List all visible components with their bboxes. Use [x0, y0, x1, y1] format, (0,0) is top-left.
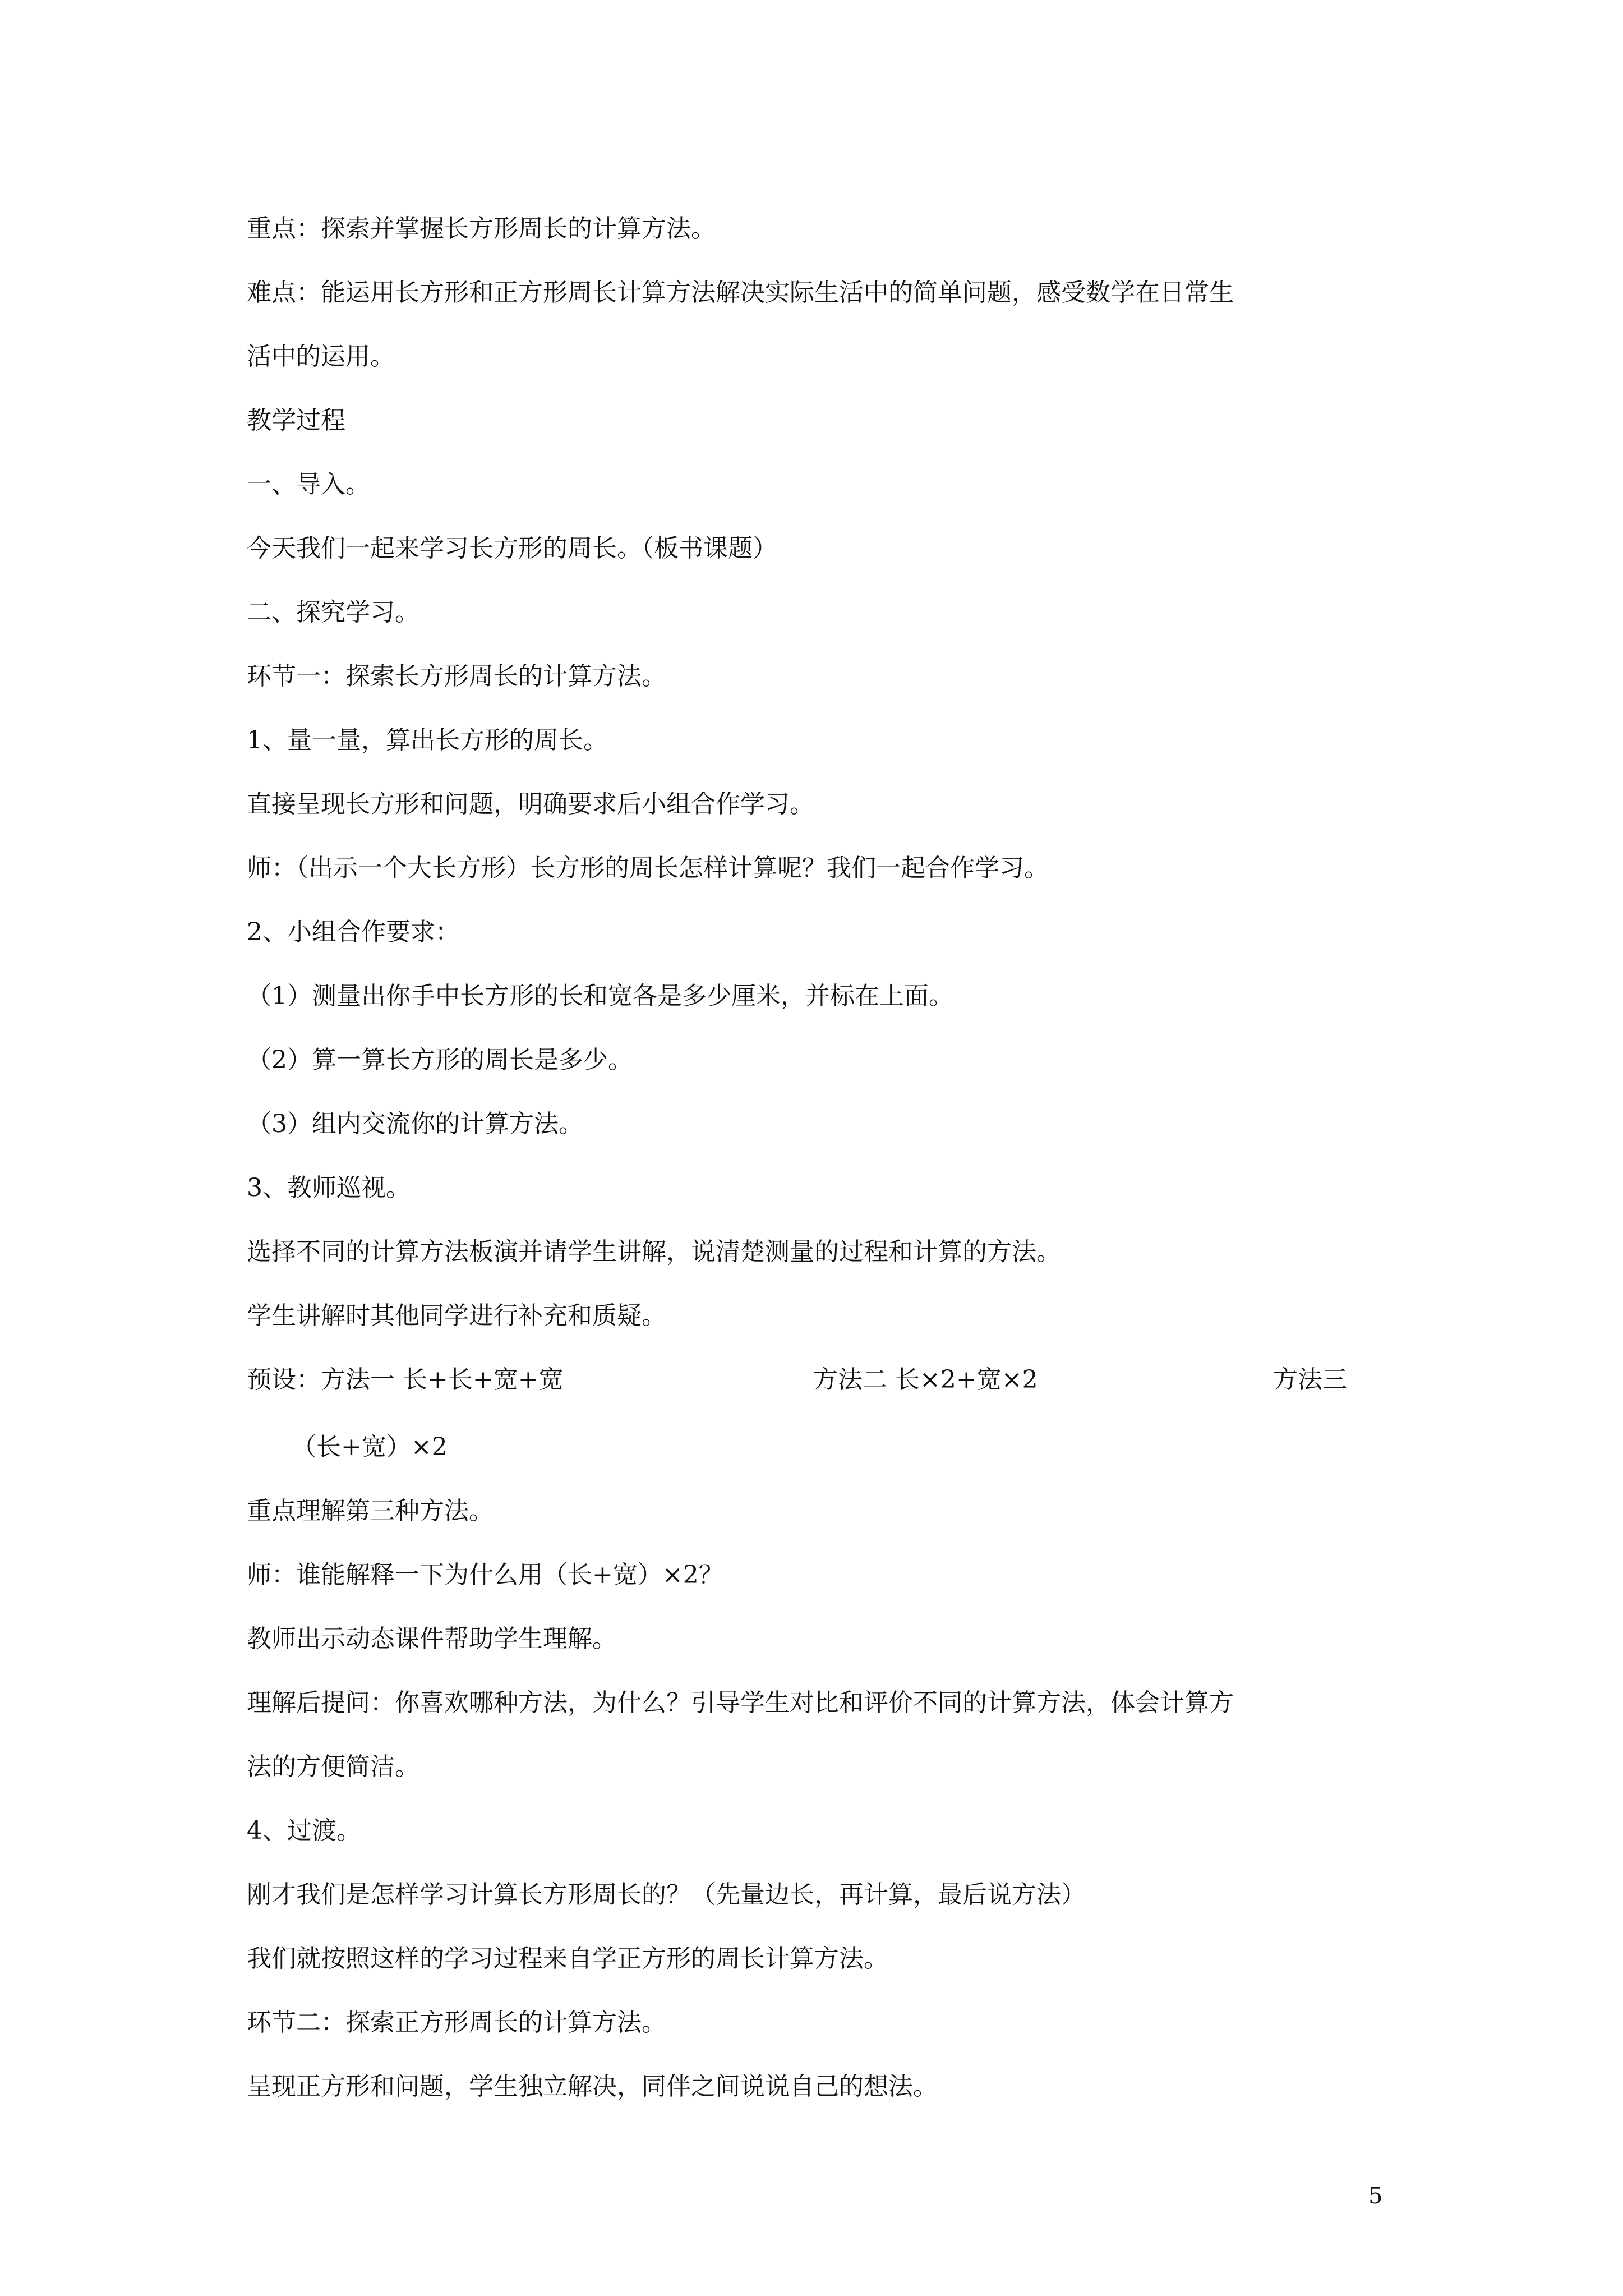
paragraph: 2、小组合作要求：	[247, 918, 460, 946]
paragraph: 我们就按照这样的学习过程来自学正方形的周长计算方法。	[247, 1944, 888, 1973]
paragraph: 师：谁能解释一下为什么用（长+宽）×2？	[247, 1561, 723, 1589]
paragraph: 3、教师巡视。	[247, 1174, 411, 1202]
preset-method-two: 方法二 长×2+宽×2	[813, 1365, 1038, 1394]
section-explore-heading: 二、探究学习。	[247, 598, 419, 627]
difficulty-line-cont: 活中的运用。	[247, 342, 395, 371]
paragraph: 选择不同的计算方法板演并请学生讲解，说清楚测量的过程和计算的方法。	[247, 1237, 1061, 1266]
paragraph: 4、过渡。	[247, 1816, 361, 1845]
list-item: （3）组内交流你的计算方法。	[247, 1110, 583, 1138]
paragraph: 重点理解第三种方法。	[247, 1497, 494, 1525]
paragraph: 今天我们一起来学习长方形的周长。（板书课题）	[247, 534, 777, 563]
paragraph: 呈现正方形和问题，学生独立解决，同伴之间说说自己的想法。	[247, 2072, 938, 2101]
preset-method-three-label: 方法三	[1273, 1365, 1347, 1394]
list-item: （1）测量出你手中长方形的长和宽各是多少厘米，并标在上面。	[247, 982, 953, 1010]
difficulty-line: 难点：能运用长方形和正方形周长计算方法解决实际生活中的简单问题，感受数学在日常生	[247, 278, 1234, 307]
preset-method-three-formula: （长+宽）×2	[292, 1433, 448, 1461]
page-number: 5	[1368, 2183, 1383, 2209]
paragraph: 理解后提问：你喜欢哪种方法，为什么？引导学生对比和评价不同的计算方法，体会计算方	[247, 1688, 1234, 1717]
step-two-heading: 环节二：探索正方形周长的计算方法。	[247, 2008, 666, 2037]
paragraph: 刚才我们是怎样学习计算长方形周长的？（先量边长，再计算，最后说方法）	[247, 1880, 1086, 1909]
key-point-line: 重点：探索并掌握长方形周长的计算方法。	[247, 214, 716, 243]
paragraph: 教师出示动态课件帮助学生理解。	[247, 1625, 617, 1653]
step-one-heading: 环节一：探索长方形周长的计算方法。	[247, 662, 666, 691]
section-intro-heading: 一、导入。	[247, 470, 370, 499]
paragraph: 法的方便简洁。	[247, 1752, 419, 1781]
list-item: （2）算一算长方形的周长是多少。	[247, 1046, 633, 1074]
paragraph: 直接呈现长方形和问题，明确要求后小组合作学习。	[247, 790, 814, 818]
paragraph: 1、量一量，算出长方形的周长。	[247, 726, 608, 754]
paragraph: 师：（出示一个大长方形）长方形的周长怎样计算呢？我们一起合作学习。	[247, 854, 1049, 882]
preset-method-one: 预设：方法一 长+长+宽+宽	[247, 1365, 564, 1394]
teaching-process-heading: 教学过程	[247, 406, 345, 435]
paragraph: 学生讲解时其他同学进行补充和质疑。	[247, 1301, 666, 1330]
